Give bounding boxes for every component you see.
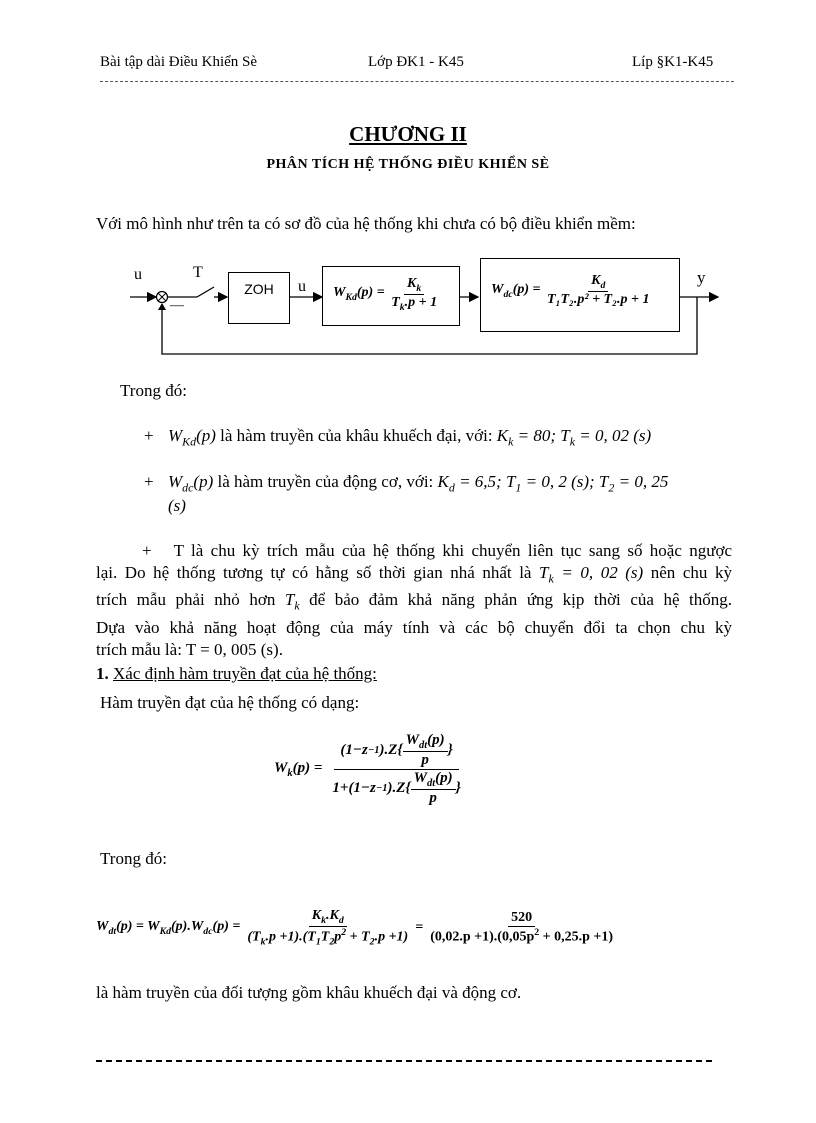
b1-values-end: = 0, 02 (s): [575, 426, 652, 445]
b2-params: K: [437, 472, 449, 491]
b2-values-mid: = 0, 2 (s); T: [521, 472, 609, 491]
f2-num2: 520: [508, 910, 535, 927]
f1-den-mid: ).Z{: [387, 780, 411, 796]
bullet-marker-2: +: [144, 472, 154, 491]
p-line-3-var: T: [284, 590, 295, 610]
bullet-2: [168, 472, 668, 495]
where-label-1: Trong đó:: [120, 381, 187, 400]
p-line-1: T là chu kỳ trích mẫu của hệ thống khi chuyển liên tục sang số hoặc ngược: [173, 541, 732, 560]
amp-num-sub: k: [416, 282, 422, 294]
amp-den: T: [391, 294, 400, 310]
closing-text: là hàm truyền của đối tượng gồm khâu khuếch đại và động cơ.: [96, 983, 522, 1002]
f2-num1-sub: k: [321, 914, 327, 926]
f2-num1-sub2: d: [338, 914, 344, 926]
intro-text: Với mô hình như trên ta có sơ đồ của hệ thống khi chưa có bộ điều khiển mềm:: [96, 214, 636, 233]
f1-num-sup: −1: [367, 745, 380, 756]
f2-eq2: =: [415, 919, 424, 935]
p-marker: +: [142, 541, 152, 560]
f1-lhs-arg: (p) =: [292, 760, 323, 776]
amp-lhs: W: [333, 285, 346, 301]
f2-den1-sub3: 2: [329, 936, 335, 948]
b1-text: là hàm truyền của khâu khuếch đại, với:: [215, 426, 497, 445]
f2-den1-sub2: 1: [315, 936, 321, 948]
b2-text: là hàm truyền của động cơ, với:: [213, 472, 438, 491]
amp-den-rest: .p + 1: [404, 294, 438, 310]
f1-inner-num-arg: (p): [427, 732, 445, 748]
b1-values: = 80; T: [513, 426, 570, 445]
footer-divider: [96, 1060, 712, 1062]
f1-den-pre: 1+(1−z: [332, 780, 376, 796]
section-1-title: Xác định hàm truyền đạt của hệ thống:: [113, 664, 377, 683]
f2-den1-d: p: [334, 929, 342, 945]
f2-den1-e: + T: [346, 929, 370, 945]
motor-lhs-sub: dc: [503, 288, 513, 300]
f1-inner-num-sub: dt: [418, 740, 428, 751]
formula-system-tf: [274, 732, 467, 807]
f2-eq1-sub: Kd: [159, 925, 172, 937]
p-line-4: Dựa vào khả năng hoạt động của máy tính và các bộ chuyển đổi ta chọn chu kỳ: [96, 617, 732, 637]
p-line-3a: trích mẫu phải nhỏ hơn: [96, 590, 285, 610]
p-line-3-sub: k: [294, 598, 300, 613]
f2-den1-sup: 2: [341, 926, 347, 938]
p-line-2a: lại. Do hệ thống tương tự có hằng số thời gian nhá nhất là: [96, 563, 540, 582]
b2-values-end: = 0, 25: [614, 472, 669, 491]
f2-den2-b: + 0,25.p +1): [539, 929, 614, 945]
motor-lhs: W: [491, 281, 504, 297]
f2-den2-a: (0,02.p +1).(0,05p: [430, 929, 535, 945]
f2-den1-f: .p +1): [374, 929, 409, 945]
b2-func: W: [168, 472, 183, 491]
f1-den-close: }: [455, 780, 461, 796]
f2-eq1: (p) = W: [116, 918, 160, 934]
minus-sign: —: [170, 298, 184, 313]
formula-plant-tf: [96, 908, 616, 947]
zoh-label: ZOH: [244, 281, 274, 297]
f2-den1-c: T: [320, 929, 330, 945]
p-line-2-var: T: [539, 563, 549, 582]
sampler-label: T: [193, 264, 203, 281]
bullet-marker-1: +: [144, 426, 154, 445]
b2-values-sub2: 2: [608, 480, 615, 495]
f1-inner-den: p: [421, 752, 429, 768]
f1-den-inner-den: p: [429, 790, 437, 806]
f1-den-inner-num: W: [413, 770, 427, 786]
f1-num-mid: ).Z{: [379, 742, 403, 758]
section-1-text: Hàm truyền đạt của hệ thống có dạng:: [100, 693, 360, 712]
f2-den1: (T: [247, 929, 261, 945]
amp-num: K: [407, 276, 417, 291]
f2-num1: K: [311, 908, 322, 923]
zoh-out-label: u: [298, 278, 306, 295]
f1-inner-num: W: [405, 732, 419, 748]
f2-den1-sub4: 2: [369, 936, 375, 948]
sampler-switch: [197, 287, 214, 297]
f1-lhs: W: [274, 760, 288, 776]
f2-lhs-sub: dt: [108, 925, 117, 937]
amplifier-block: $W_{Kd}(p)$ = $\frac{K_k}{T_k.p + 1}$: [322, 266, 460, 326]
f1-lhs-sub: k: [287, 768, 293, 779]
chapter-subtitle: PHÂN TÍCH HỆ THỐNG ĐIỀU KHIỂN SÈ: [266, 157, 550, 172]
p-line-2b: nên chu kỳ: [643, 563, 732, 582]
header-left: Bài tập dài Điều Khiển Sè: [100, 54, 258, 70]
zoh-block: [228, 272, 290, 324]
b1-arg: (p): [196, 426, 216, 445]
b1-sub: Kd: [182, 434, 197, 449]
b2-arg: (p): [193, 472, 214, 491]
chapter-title: CHƯƠNG II: [349, 122, 467, 146]
p-line-3b: để bảo đảm khả năng phản ứng kịp thời của hệ thống.: [299, 590, 732, 610]
b1-params-sub: k: [508, 434, 514, 449]
motor-num-sub: d: [600, 279, 606, 291]
bullet-1: [168, 426, 651, 449]
header-right: Líp §K1-K45: [632, 54, 714, 70]
header-center: Lớp ĐK1 - K45: [368, 54, 464, 70]
where-label-2: Trong đó:: [100, 849, 167, 868]
f1-den-sup: −1: [375, 783, 388, 794]
f2-lhs: W: [96, 918, 109, 934]
f2-den1-b: .p +1).(T: [265, 929, 316, 945]
b1-params: K: [496, 426, 509, 445]
f1-den-inner-num-arg: (p): [435, 770, 453, 786]
f2-den1-sub: k: [260, 936, 266, 948]
f1-num-pre: (1−z: [340, 742, 368, 758]
f1-den-inner-num-sub: dt: [426, 778, 436, 789]
section-1-heading: [96, 663, 377, 685]
f2-eq1-c: (p) =: [212, 918, 241, 934]
f2-eq1-sub2: dc: [203, 925, 213, 937]
f2-num1-b: .K: [326, 908, 339, 923]
input-label: u: [134, 266, 142, 283]
b2-values-sub1: 1: [515, 480, 522, 495]
section-1-number: 1.: [96, 664, 109, 683]
f2-den2-sup: 2: [534, 926, 540, 938]
b2-values: = 6,5; T: [454, 472, 516, 491]
b1-values-sub: k: [569, 434, 576, 449]
f1-close: }: [447, 742, 453, 758]
b1-func: W: [168, 426, 183, 445]
b2-params-sub: d: [448, 480, 455, 495]
motor-block: $W_{dc}(p)$ = $\frac{K_d}{\text{T₁T₂.p² + T₂.p + 1}}$: [480, 258, 680, 332]
p-line-5: trích mẫu là: T = 0, 005 (s).: [96, 639, 283, 659]
paragraph-sampling: [96, 540, 732, 661]
f2-eq1-b: (p).W: [171, 918, 204, 934]
b2-sub: dc: [182, 480, 194, 495]
output-label: y: [697, 268, 706, 287]
amp-lhs-sub: Kd: [345, 292, 357, 304]
amp-den-sub: k: [399, 301, 405, 313]
p-line-2-sub: k: [548, 571, 554, 586]
motor-den: T₁T₂.p² + T₂.p + 1: [547, 291, 650, 307]
motor-num: K: [591, 273, 601, 288]
b2-unit: (s): [168, 496, 186, 515]
p-line-2-val: = 0, 02 (s): [553, 563, 644, 582]
